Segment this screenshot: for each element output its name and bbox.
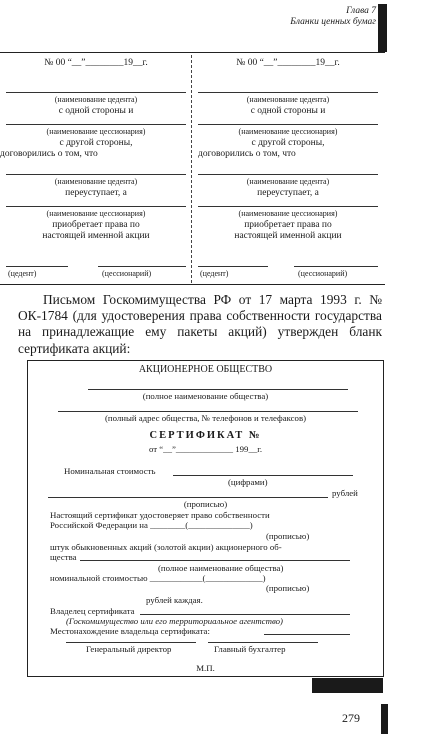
right-sign-cedent: (цедент)	[200, 269, 229, 278]
cert-accountant: Главный бухгалтер	[214, 644, 286, 654]
right-cessionary-caption: (наименование цессионария)	[238, 127, 338, 136]
cert-words-caption: (прописью)	[183, 499, 228, 509]
footer-bar	[312, 678, 383, 693]
cert-line	[80, 560, 350, 561]
cert-rubles-each: рублей каждая.	[146, 595, 203, 605]
left-sign-line-1	[6, 266, 68, 267]
cert-sign-line-2	[208, 642, 318, 643]
left-cedent-caption-2: (наименование цедента)	[54, 177, 138, 186]
cert-line	[88, 389, 348, 390]
right-sign-cessionary: (цессионарий)	[298, 269, 348, 278]
left-number-line: № 00 “__”________19__г.	[44, 58, 148, 68]
paragraph-text: Письмом Госкомимущества РФ от 17 марта 1993 г. № ОК-1784 (для удостоверения права собственности государства на принадлежащие ему пакеты акций) утвержден бланк сертификата акций:	[18, 292, 382, 356]
right-acquires-2: настоящей именной акции	[234, 231, 342, 241]
top-rule	[0, 52, 385, 53]
cert-company: АКЦИОНЕРНОЕ ОБЩЕСТВО	[138, 364, 273, 375]
right-cedent-caption-2: (наименование цедента)	[246, 177, 330, 186]
right-agreed: договорились о том, что	[198, 149, 296, 159]
cert-address-caption: (полный адрес общества, № телефонов и телефаксов)	[104, 413, 307, 423]
chapter-number: Глава 7	[346, 6, 376, 16]
cert-words-caption-2: (прописью)	[266, 531, 310, 541]
cert-owner-location: Местонахождение владельца сертификата:	[50, 626, 210, 636]
right-other-side: с другой стороны,	[251, 138, 325, 148]
right-line	[198, 92, 378, 93]
bottom-rule	[0, 284, 385, 285]
cert-digits-caption: (цифрами)	[228, 477, 268, 487]
right-transfer-form	[198, 56, 378, 282]
right-line	[198, 124, 378, 125]
cert-line	[264, 634, 350, 635]
left-cessionary-caption-2: (наименование цессионария)	[46, 209, 146, 218]
left-cessionary-caption: (наименование цессионария)	[46, 127, 146, 136]
page-number-bar	[381, 704, 388, 734]
right-acquires-1: приобретает права по	[244, 220, 332, 230]
left-sign-cessionary: (цессионарий)	[102, 269, 152, 278]
right-sign-line-1	[198, 266, 268, 267]
right-number-line: № 00 “__”________19__г.	[236, 58, 340, 68]
left-cedent-caption: (наименование цедента)	[54, 95, 138, 104]
cert-sign-line-1	[66, 642, 196, 643]
left-line	[6, 92, 186, 93]
body-paragraph	[18, 292, 382, 357]
cert-text-1: Настоящий сертификат удостоверяет право собственности	[50, 510, 270, 520]
left-acquires-2: настоящей именной акции	[42, 231, 150, 241]
left-transfer-form	[0, 56, 186, 282]
right-cessionary-caption-2: (наименование цессионария)	[238, 209, 338, 218]
cert-line	[173, 475, 353, 476]
right-assigns: переуступает, а	[257, 188, 319, 198]
chapter-header	[290, 6, 376, 28]
left-acquires-1: приобретает права по	[52, 220, 140, 230]
right-line	[198, 174, 378, 175]
right-one-side: с одной стороны и	[250, 106, 326, 116]
cert-owner-caption: (Госкомимущество или его территориальное агентство)	[66, 616, 283, 626]
right-cedent-caption: (наименование цедента)	[246, 95, 330, 104]
cert-nominal: Номинальная стоимость	[64, 466, 156, 476]
cert-shares-text: штук обыкновенных акций (золотой акции) акционерного об-	[50, 542, 282, 552]
left-line	[6, 206, 186, 207]
cert-director: Генеральный директор	[86, 644, 172, 654]
right-sign-line-2	[294, 266, 378, 267]
cert-owner: Владелец сертификата	[50, 606, 135, 616]
chapter-bar	[378, 4, 387, 52]
left-sign-cedent: (цедент)	[8, 269, 37, 278]
cert-title: СЕРТИФИКАТ №	[149, 430, 262, 441]
cert-date: от “__”_____________ 199__г.	[148, 444, 263, 454]
left-agreed: договорились о том, что	[0, 149, 98, 159]
page-number: 279	[342, 711, 360, 725]
cert-line	[58, 411, 358, 412]
chapter-title: Бланки ценных бумаг	[290, 17, 376, 27]
cert-text-2: Российской Федерации на ________(______________)	[50, 520, 253, 530]
left-other-side: с другой стороны,	[59, 138, 133, 148]
cert-words-caption-3: (прописью)	[266, 583, 310, 593]
cert-rubles: рублей	[332, 488, 358, 498]
cert-seal: М.П.	[196, 663, 215, 673]
left-line	[6, 124, 186, 125]
cut-divider	[191, 55, 192, 283]
cert-full-name-caption-2: (полное наименование общества)	[158, 563, 284, 573]
cert-shares-text-2: щества	[50, 552, 77, 562]
left-line	[6, 174, 186, 175]
cert-full-name-caption: (полное наименование общества)	[142, 391, 269, 401]
right-line	[198, 206, 378, 207]
left-one-side: с одной стороны и	[58, 106, 134, 116]
cert-nominal-cost: номинальной стоимостью ____________(_____________)	[50, 573, 266, 583]
cert-line	[140, 614, 350, 615]
cert-line	[48, 497, 328, 498]
left-assigns: переуступает, а	[65, 188, 127, 198]
left-sign-line-2	[98, 266, 186, 267]
share-certificate-form	[27, 360, 384, 677]
